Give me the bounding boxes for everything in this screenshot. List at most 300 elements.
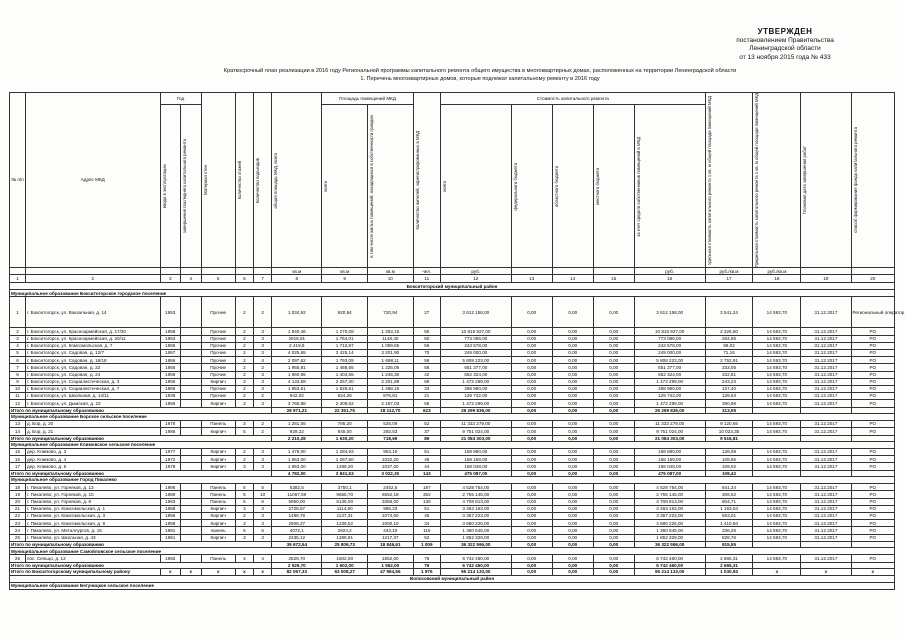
cost-regional-cell: 0,00 xyxy=(552,421,593,428)
cost-all-cell: 268 960,00 xyxy=(440,385,511,392)
cost-local-cell: 0,00 xyxy=(593,335,634,342)
walls-cell: Панель xyxy=(201,421,235,428)
year-build-cell: 1958 xyxy=(160,520,181,527)
row-number: 23 xyxy=(10,520,26,527)
method-cell: РО xyxy=(851,357,894,364)
cost-owners-cell: 129 742,00 xyxy=(634,393,705,400)
column-number: 13 xyxy=(511,275,552,283)
entrances-cell: 3 xyxy=(253,456,271,463)
grand-total-cf: 0,00 xyxy=(511,569,552,576)
entrances-cell: 3 xyxy=(253,335,271,342)
area-all-cell: 1 267,50 xyxy=(322,456,368,463)
empty-cell xyxy=(801,407,851,414)
residents-cell: 352 xyxy=(413,491,440,498)
area-all-cell: 5136,00 xyxy=(322,498,368,505)
cost-regional-cell: 0,00 xyxy=(552,357,593,364)
floors-cell: 2 xyxy=(235,371,253,378)
subtotal-cr: 0,00 xyxy=(552,541,593,548)
residents-cell: 33 xyxy=(413,385,440,392)
municipality-header-label: Муниципальное образование Климовское сельское поселение xyxy=(10,442,895,449)
residents-cell: 70 xyxy=(413,350,440,357)
cost-regional-cell: 0,00 xyxy=(552,456,593,463)
column-number: 19 xyxy=(801,275,851,283)
subtotal-aa: 1 602,00 xyxy=(322,562,368,569)
row-number: 4 xyxy=(10,342,26,349)
subtotal-cr: 0,00 xyxy=(552,435,593,442)
total-area-cell: 942,02 xyxy=(272,393,322,400)
cost-local-cell: 0,00 xyxy=(593,449,634,456)
max-cost-cell: 14 593,70 xyxy=(753,328,801,335)
subtotal-co: 6 742 460,00 xyxy=(634,562,705,569)
cost-federal-cell: 0,00 xyxy=(511,328,552,335)
residents-cell: 50 xyxy=(413,328,440,335)
year-build-cell: 1958 xyxy=(160,328,181,335)
floors-cell: 5 xyxy=(235,527,253,534)
deadline-cell: 31.12.2017 xyxy=(801,456,851,463)
area-all-cell: 1 764,01 xyxy=(322,335,368,342)
year-build-cell: 1986 xyxy=(160,484,181,491)
address-cell: г. Бокситогорск, ул. Красноармейская, д. 20/11 xyxy=(25,335,160,342)
total-area-cell: 2728,57 xyxy=(272,505,322,512)
entrances-cell: 4 xyxy=(253,357,271,364)
unit-cost-cell: 390,96 xyxy=(705,400,753,407)
max-cost-cell: 14 593,70 xyxy=(753,400,801,407)
total-area-cell: 2235,12 xyxy=(272,534,322,541)
cost-regional-cell: 0,00 xyxy=(552,428,593,435)
header-entrances: Количество подъездов xyxy=(254,157,260,203)
entrances-cell: 4 xyxy=(253,555,271,562)
deadline-cell: 31.12.2017 xyxy=(801,364,851,371)
walls-cell: Прочие xyxy=(201,364,235,371)
total-area-cell: 4 133,89 xyxy=(272,378,322,385)
header-deadline: Плановая дата завершения работ xyxy=(802,146,808,215)
empty-cell xyxy=(753,407,801,414)
empty-cell xyxy=(801,541,851,548)
municipality-header xyxy=(10,414,895,421)
unit-cost-cell: 3 541,24 xyxy=(705,297,753,328)
address-cell: г. Пикалево, ул. Металлургов, д. 15 xyxy=(25,527,160,534)
cost-federal-cell: 0,00 xyxy=(511,484,552,491)
cost-owners-cell: 4 708 813,00 xyxy=(634,498,705,505)
unit-cost-cell: 108,55 xyxy=(705,456,753,463)
unit-cost-cell: 139,63 xyxy=(705,393,753,400)
method-cell: РО xyxy=(851,400,894,407)
row-number: 10 xyxy=(10,385,26,392)
deadline-cell: 31.12.2017 xyxy=(801,357,851,364)
cost-regional-cell: 0,00 xyxy=(552,505,593,512)
subtotal-label: Итого по муниципальному образованию xyxy=(10,435,272,442)
address-cell: г. Бокситогорск, ул. Садовая, д. 24 xyxy=(25,371,160,378)
unit-label: руб./кв.м xyxy=(705,268,753,275)
area-private-cell: 1 698,11 xyxy=(368,357,414,364)
total-area-cell: 4 025,65 xyxy=(272,350,322,357)
area-all-cell: 1114,90 xyxy=(322,505,368,512)
cost-regional-cell: 0,00 xyxy=(552,400,593,407)
subtotal-row xyxy=(10,470,895,477)
unit-label: кв.м xyxy=(272,268,322,275)
cost-regional-cell: 0,00 xyxy=(552,364,593,371)
cost-all-cell: 158 048,00 xyxy=(440,463,511,470)
grand-total-label: Итого по Бокситогорскому муниципальному району xyxy=(10,569,161,576)
year-build-cell: 1976 xyxy=(160,421,181,428)
approval-line: Ленинградской области xyxy=(749,45,821,52)
cost-owners-cell: 1 472 299,00 xyxy=(634,378,705,385)
area-all-cell: 920,94 xyxy=(322,297,368,328)
address-cell: г. Пикалево, ул. Горняков, д. 10 xyxy=(25,491,160,498)
residents-cell: 89 xyxy=(413,378,440,385)
row-number: 8 xyxy=(10,371,26,378)
year-repair-cell xyxy=(181,297,202,328)
deadline-cell: 31.12.2017 xyxy=(801,393,851,400)
method-cell: РО xyxy=(851,513,894,520)
floors-cell: 3 xyxy=(235,378,253,385)
year-repair-cell xyxy=(181,484,202,491)
cost-local-cell: 0,00 xyxy=(593,555,634,562)
residents-cell: 58 xyxy=(413,364,440,371)
header-unit-cost: Удельная стоимость капитального ремонта 1 кв. м общей площади помещений МКД xyxy=(706,95,712,265)
row-number: 7 xyxy=(10,364,26,371)
header-cost-owners: за счет средств собственников помещений в МКД xyxy=(635,136,641,237)
column-number: 8 xyxy=(272,275,322,283)
area-all-cell: 1 712,87 xyxy=(322,342,368,349)
header-residents: Количество жителей, зарегистрированных в МКД xyxy=(414,131,420,230)
empty-cell xyxy=(801,562,851,569)
area-private-cell: 3356,00 xyxy=(368,498,414,505)
subtotal-c: 21 084 303,00 xyxy=(440,435,511,442)
cost-regional-cell: 0,00 xyxy=(552,498,593,505)
floors-cell: 3 xyxy=(235,520,253,527)
walls-cell: панель xyxy=(201,527,235,534)
subtotal-row xyxy=(10,541,895,548)
unit-cost-cell: 2 665,31 xyxy=(705,555,753,562)
area-all-cell: 1137,31 xyxy=(322,513,368,520)
column-number: 6 xyxy=(235,275,253,283)
entrances-cell: 6 xyxy=(253,527,271,534)
deadline-cell: 31.12.2017 xyxy=(801,421,851,428)
grand-total-x: х xyxy=(801,569,851,576)
column-number: 9 xyxy=(322,275,368,283)
subtotal-ap: 3 022,30 xyxy=(368,470,414,477)
residents-cell: 56 xyxy=(413,342,440,349)
max-cost-cell: 14 593,70 xyxy=(753,385,801,392)
floors-cell: 2 xyxy=(235,364,253,371)
table-row xyxy=(10,449,895,456)
year-repair-cell xyxy=(181,555,202,562)
municipality-header-label: Муниципальное образование Город Пикалево xyxy=(10,477,895,484)
year-build-cell: 1989 xyxy=(160,491,181,498)
grand-total-x: х xyxy=(253,569,271,576)
unit-cost-cell: 264,56 xyxy=(705,335,753,342)
floors-cell: 3 xyxy=(235,421,253,428)
unit-cost-cell: 336,25 xyxy=(705,527,753,534)
table-row xyxy=(10,393,895,400)
max-cost-cell: 14 593,70 xyxy=(753,555,801,562)
table-row xyxy=(10,505,895,512)
subtotal-res: 76 xyxy=(413,562,440,569)
total-area-cell: 929,22 xyxy=(272,428,322,435)
table-row xyxy=(10,335,895,342)
table-row xyxy=(10,421,895,428)
cost-all-cell: 9 751 024,00 xyxy=(440,428,511,435)
total-area-cell: 2608,37 xyxy=(272,520,322,527)
subtotal-uc: 313,05 xyxy=(705,407,753,414)
area-all-cell: 1 793,09 xyxy=(322,357,368,364)
residents-cell: 44 xyxy=(413,463,440,470)
entrances-cell: 6 xyxy=(253,498,271,505)
subtotal-row xyxy=(10,562,895,569)
entrances-cell: 2 xyxy=(253,393,271,400)
area-private-cell: 876,81 xyxy=(368,393,414,400)
address-cell: г. Бокситогорск, ул. Дымская, д. 23 xyxy=(25,400,160,407)
cost-owners-cell: 249 000,00 xyxy=(634,350,705,357)
row-number: 21 xyxy=(10,505,26,512)
area-all-cell: 845,00 xyxy=(322,428,368,435)
table-row xyxy=(10,520,895,527)
year-build-cell: 1992 xyxy=(160,555,181,562)
total-area-cell: 2918,81 xyxy=(272,335,322,342)
cost-all-cell: 249 000,00 xyxy=(440,350,511,357)
floors-cell: 2 xyxy=(235,357,253,364)
entrances-cell: 2 xyxy=(253,428,271,435)
subtotal-aa: 22 351,75 xyxy=(322,407,368,414)
year-repair-cell xyxy=(181,534,202,541)
grand-total-ta: 82 057,33 xyxy=(272,569,322,576)
subtotal-cf: 0,00 xyxy=(511,562,552,569)
floors-cell: 3 xyxy=(235,400,253,407)
mkd-table xyxy=(9,92,905,590)
year-build-cell: 1959 xyxy=(160,400,181,407)
address-cell: г. Пикалево, ул. Горняков, д. 13 xyxy=(25,484,160,491)
deadline-cell: 31.12.2017 xyxy=(801,513,851,520)
residents-cell: 51 xyxy=(413,505,440,512)
cost-owners-cell: 158 159,00 xyxy=(634,456,705,463)
title-line: Краткосрочный план реализации в 2016 году Региональной программы капитального ремонта общего имущества в многоквартирных домах, расположенных на территории Ленинградской области xyxy=(223,68,737,74)
deadline-cell: 31.12.2017 xyxy=(801,534,851,541)
subtotal-label: Итого по муниципальному образованию xyxy=(10,562,272,569)
residents-cell: 37 xyxy=(413,428,440,435)
table-row xyxy=(10,484,895,491)
total-area-cell: 5382,5 xyxy=(272,484,322,491)
area-all-cell: 924,26 xyxy=(322,393,368,400)
cost-local-cell: 0,00 xyxy=(593,342,634,349)
subtotal-ap: 18 112,70 xyxy=(368,407,414,414)
table-body xyxy=(10,283,905,589)
subtotal-res: 623 xyxy=(413,407,440,414)
entrances-cell: 5 xyxy=(253,484,271,491)
cost-all-cell: 1 472 299,00 xyxy=(440,378,511,385)
cost-owners-cell: 3 357 223,00 xyxy=(634,513,705,520)
cost-all-cell: 10 816 927,00 xyxy=(440,328,511,335)
entrances-cell: 2 xyxy=(253,364,271,371)
address-cell: г. Пикалево, ул. Комсомольская, д. 3 xyxy=(25,513,160,520)
subtotal-ta: 2 529,70 xyxy=(272,562,322,569)
cost-owners-cell: 243 578,00 xyxy=(634,342,705,349)
table-row xyxy=(10,357,895,364)
entrances-cell: 3 xyxy=(253,449,271,456)
walls-cell: Кирпич xyxy=(201,400,235,407)
address-cell: г. Пикалево, ул. Комсомольская, д. 9 xyxy=(25,520,160,527)
residents-cell: 50 xyxy=(413,335,440,342)
cost-federal-cell: 0,00 xyxy=(511,421,552,428)
method-cell: Региональный оператор xyxy=(851,297,894,328)
subtotal-ap: 718,69 xyxy=(368,435,414,442)
area-private-cell: 1552,00 xyxy=(368,555,414,562)
subtotal-res: 143 xyxy=(413,470,440,477)
cost-all-cell: 243 578,00 xyxy=(440,342,511,349)
area-private-cell: 953,10 xyxy=(368,449,414,456)
cost-all-cell: 1 472 299,00 xyxy=(440,400,511,407)
row-number: 20 xyxy=(10,498,26,505)
cost-local-cell: 0,00 xyxy=(593,378,634,385)
floors-cell: 2 xyxy=(235,393,253,400)
municipality-header xyxy=(10,442,895,449)
max-cost-cell: 14 593,70 xyxy=(753,364,801,371)
walls-cell: Кирпич xyxy=(201,463,235,470)
cost-all-cell: 4 708 813,00 xyxy=(440,498,511,505)
table-row xyxy=(10,350,895,357)
area-private-cell: 2452,5 xyxy=(368,484,414,491)
cost-federal-cell: 0,00 xyxy=(511,357,552,364)
total-area-cell: 3 765,88 xyxy=(272,400,322,407)
year-build-cell: 1956 xyxy=(160,378,181,385)
column-number: 10 xyxy=(368,275,414,283)
floors-cell: 3 xyxy=(235,534,253,541)
row-number: 3 xyxy=(10,335,26,342)
cost-regional-cell: 0,00 xyxy=(552,491,593,498)
address-cell: г. Бокситогорск, ул. Садовая, д. 16/18 xyxy=(25,357,160,364)
year-repair-cell xyxy=(181,505,202,512)
grand-total-aa: 63 508,27 xyxy=(322,569,368,576)
max-cost-cell: 14 593,70 xyxy=(753,342,801,349)
max-cost-cell: 14 593,70 xyxy=(753,491,801,498)
subtotal-c: 6 742 460,00 xyxy=(440,562,511,569)
cost-owners-cell: 268 960,00 xyxy=(634,385,705,392)
residents-cell: 59 xyxy=(413,357,440,364)
year-build-cell: 1956 xyxy=(160,357,181,364)
approval-line: постановлением Правительства xyxy=(736,36,834,44)
year-repair-cell xyxy=(181,335,202,342)
row-number: 22 xyxy=(10,513,26,520)
district-header xyxy=(10,575,895,582)
row-number: 9 xyxy=(10,378,26,385)
cost-regional-cell: 0,00 xyxy=(552,297,593,328)
cost-federal-cell: 0,00 xyxy=(511,350,552,357)
cost-local-cell: 0,00 xyxy=(593,520,634,527)
area-private-cell: 1000,10 xyxy=(368,520,414,527)
cost-owners-cell: 773 096,00 xyxy=(634,335,705,342)
walls-cell: Кирпич xyxy=(201,456,235,463)
year-repair-cell xyxy=(181,400,202,407)
floors-cell: 2 xyxy=(235,328,253,335)
address-cell: г. Пикалево, ул. Горняков, д. 8 xyxy=(25,498,160,505)
unit-cost-cell: 841,34 xyxy=(705,484,753,491)
table-row xyxy=(10,328,895,335)
method-cell: РО xyxy=(851,350,894,357)
cost-local-cell: 0,00 xyxy=(593,505,634,512)
district-header xyxy=(10,283,895,290)
table-row xyxy=(10,513,895,520)
method-cell: РО xyxy=(851,534,894,541)
subtotal-c: 36 322 596,00 xyxy=(440,541,511,548)
cost-owners-cell: 10 816 927,00 xyxy=(634,328,705,335)
cost-owners-cell: 9 751 024,00 xyxy=(634,428,705,435)
max-cost-cell: 14 593,70 xyxy=(753,335,801,342)
entrances-cell: 3 xyxy=(253,520,271,527)
residents-cell: 68 xyxy=(413,400,440,407)
subtotal-cl: 0,00 xyxy=(593,562,634,569)
empty-cell xyxy=(753,541,801,548)
header-cost-regional: областного бюджета xyxy=(553,165,559,207)
unit-cost-cell: 804,71 xyxy=(705,498,753,505)
cost-local-cell: 0,00 xyxy=(593,456,634,463)
total-area-cell: 4072,1 xyxy=(272,527,322,534)
column-number: 12 xyxy=(440,275,511,283)
column-number: 1 xyxy=(10,275,26,283)
walls-cell: Прочие xyxy=(201,342,235,349)
address-cell: д. Бор, д. 20 xyxy=(25,421,160,428)
header-cost-local: местного бюджета xyxy=(594,168,600,205)
municipality-header-label: Муниципальное образование Бокситогорское городское поселение xyxy=(10,290,895,297)
row-number: 5 xyxy=(10,350,26,357)
header-total-area: общая площадь МКД, всего xyxy=(273,152,279,208)
cost-local-cell: 0,00 xyxy=(593,491,634,498)
max-cost-cell: 14 593,70 xyxy=(753,371,801,378)
method-cell: РО xyxy=(851,491,894,498)
column-number: 15 xyxy=(593,275,634,283)
address-cell: г. Пикалево, ул. Комсомольская, д. 1 xyxy=(25,505,160,512)
row-number: 11 xyxy=(10,393,26,400)
subtotal-uc: 2 665,31 xyxy=(705,562,753,569)
cost-all-cell: 3 357 223,00 xyxy=(440,513,511,520)
year-repair-cell xyxy=(181,527,202,534)
year-build-cell: 1953 xyxy=(160,335,181,342)
entrances-cell: 3 xyxy=(253,400,271,407)
walls-cell: Кирпич xyxy=(201,513,235,520)
floors-cell: 5 xyxy=(235,491,253,498)
cost-owners-cell: 3 612 158,00 xyxy=(634,297,705,328)
subtotal-uc: 108,42 xyxy=(705,470,753,477)
empty-cell xyxy=(851,470,894,477)
header-address: Адрес МКД xyxy=(25,93,160,268)
year-repair-cell xyxy=(181,342,202,349)
method-cell: РО xyxy=(851,463,894,470)
area-all-cell: 785,20 xyxy=(322,421,368,428)
cost-regional-cell: 0,00 xyxy=(552,555,593,562)
municipality-header xyxy=(10,548,895,555)
table-row xyxy=(10,491,895,498)
subtotal-c: 475 087,00 xyxy=(440,470,511,477)
floors-cell: 2 xyxy=(235,297,253,328)
cost-regional-cell: 0,00 xyxy=(552,371,593,378)
year-build-cell: 1963 xyxy=(160,498,181,505)
floors-cell: 2 xyxy=(235,342,253,349)
cost-all-cell: 5 808 223,00 xyxy=(440,357,511,364)
cost-owners-cell: 651 377,00 xyxy=(634,364,705,371)
area-all-cell: 1 270,09 xyxy=(322,328,368,335)
subtotal-cl: 0,00 xyxy=(593,470,634,477)
method-cell: РО xyxy=(851,371,894,378)
walls-cell: Кирпич xyxy=(201,534,235,541)
cost-all-cell: 3 463 163,00 xyxy=(440,505,511,512)
year-repair-cell xyxy=(181,456,202,463)
total-area-cell: 5950,00 xyxy=(272,498,322,505)
residents-cell: 52 xyxy=(413,421,440,428)
table-row xyxy=(10,527,895,534)
cost-local-cell: 0,00 xyxy=(593,527,634,534)
address-cell: г. Бокситогорск, ул. Красноармейская, д. 17/20 xyxy=(25,328,160,335)
cost-local-cell: 0,00 xyxy=(593,484,634,491)
deadline-cell: 31.12.2017 xyxy=(801,449,851,456)
